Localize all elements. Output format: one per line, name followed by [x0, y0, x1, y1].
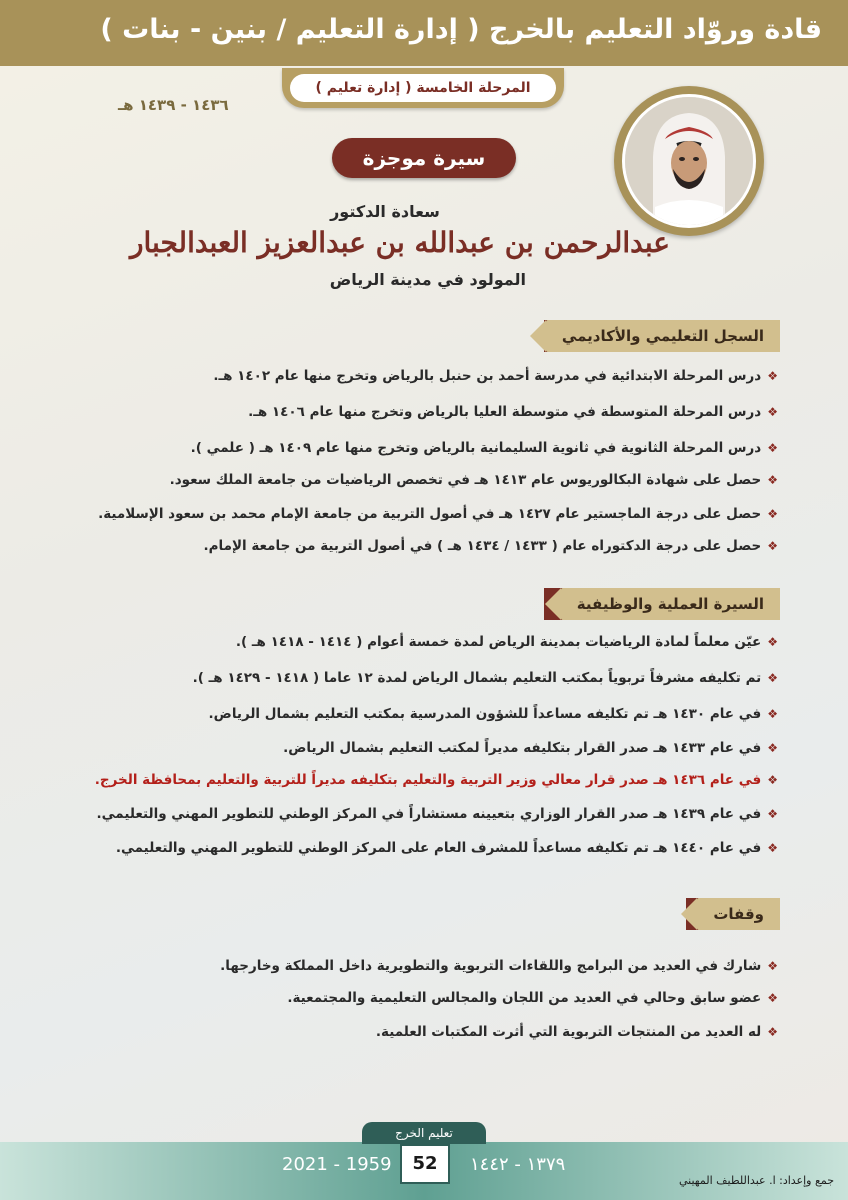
portrait-frame: [614, 86, 764, 236]
section-career-header: [544, 588, 780, 620]
gregorian-years: 2021 - 1959: [282, 1154, 392, 1175]
diamond-bullet-icon: ❖: [767, 473, 778, 487]
diamond-bullet-icon: ❖: [767, 539, 778, 553]
list-item: ❖تم تكليفه مشرفاً تربوياً بمكتب التعليم بشمال الرياض لمدة ١٢ عاما ( ١٤١٨ - ١٤٢٩ هـ ).: [192, 670, 778, 686]
credit-line: جمع وإعداد: ا. عبداللطيف المهيني: [679, 1174, 834, 1187]
list-item: ❖في عام ١٤٤٠ هـ تم تكليفه مساعداً للمشرف العام على المركز الوطني للتطوير المهني والتعليمي.: [115, 840, 778, 856]
list-item: ❖درس المرحلة الابتدائية في مدرسة أحمد بن حنبل بالرياض وتخرج منها عام ١٤٠٢ هـ.: [213, 368, 778, 384]
list-item-highlight: ❖في عام ١٤٣٦ هـ صدر قرار معالي وزير التربية والتعليم بتكليفه مديراً للتربية والتعليم بمحافظة الخرج.: [94, 772, 778, 788]
diamond-bullet-icon: ❖: [767, 671, 778, 685]
diamond-bullet-icon: ❖: [767, 405, 778, 419]
list-item: ❖في عام ١٤٣٩ هـ صدر القرار الوزاري بتعيينه مستشاراً في المركز الوطني للتطوير المهني والتعليمي.: [96, 806, 778, 822]
diamond-bullet-icon: ❖: [767, 841, 778, 855]
person-portrait-icon: [625, 97, 753, 225]
diamond-bullet-icon: ❖: [767, 441, 778, 455]
section-academic-header: [544, 320, 780, 352]
page-number: 52: [400, 1144, 450, 1184]
list-item: ❖عضو سابق وحالي في العديد من اللجان والمجالس التعليمية والمجتمعية.: [287, 990, 778, 1006]
diamond-bullet-icon: ❖: [767, 369, 778, 383]
section-academic-title: السجل التعليمي والأكاديمي: [546, 320, 780, 352]
term-years: ١٤٣٦ - ١٤٣٩ هـ: [118, 96, 229, 114]
header-bar: [0, 0, 848, 66]
diamond-bullet-icon: ❖: [767, 741, 778, 755]
hijri-years: ١٣٧٩ - ١٤٤٢: [470, 1154, 566, 1175]
list-item: ❖له العديد من المنتجات التربوية التي أثرت المكتبات العلمية.: [375, 1024, 778, 1040]
person-name: عبدالرحمن بن عبدالله بن عبدالعزيز العبدالجبار: [129, 226, 671, 259]
diamond-bullet-icon: ❖: [767, 959, 778, 973]
list-item: ❖درس المرحلة الثانوية في ثانوية السليمانية بالرياض وتخرج منها عام ١٤٠٩ هـ ( علمي ).: [190, 440, 778, 456]
stage-pill: [282, 68, 564, 108]
list-item: ❖درس المرحلة المتوسطة في متوسطة العليا بالرياض وتخرج منها عام ١٤٠٦ هـ.: [248, 404, 778, 420]
bio-badge: سيرة موجزة: [332, 138, 516, 178]
list-item: ❖حصل على درجة الدكتوراه عام ( ١٤٣٣ / ١٤٣٤ هـ ) في أصول التربية من جامعة الإمام.: [203, 538, 778, 554]
diamond-bullet-icon: ❖: [767, 635, 778, 649]
portrait-photo: [622, 94, 756, 228]
diamond-bullet-icon: ❖: [767, 707, 778, 721]
list-item: ❖حصل على شهادة البكالوريوس عام ١٤١٣ هـ في تخصص الرياضيات من جامعة الملك سعود.: [169, 472, 778, 488]
list-item: ❖شارك في العديد من البرامج واللقاءات التربوية والتطويرية داخل المملكة وخارجها.: [220, 958, 778, 974]
header-title: قادة وروّاد التعليم بالخرج ( إدارة التعليم / بنين - بنات ): [100, 14, 822, 45]
diamond-bullet-icon: ❖: [767, 807, 778, 821]
list-item: ❖في عام ١٤٣٠ هـ تم تكليفه مساعداً للشؤون المدرسية بمكتب التعليم بشمال الرياض.: [208, 706, 778, 722]
list-item: ❖عيّن معلماً لمادة الرياضيات بمدينة الرياض لمدة خمسة أعوام ( ١٤١٤ - ١٤١٨ هـ ).: [235, 634, 778, 650]
section-notes-header: [686, 898, 780, 930]
stage-label: المرحلة الخامسة ( إدارة تعليم ): [290, 74, 556, 102]
birthplace: المولود في مدينة الرياض: [329, 270, 526, 289]
list-item: ❖في عام ١٤٣٣ هـ صدر القرار بتكليفه مديراً لمكتب التعليم بشمال الرياض.: [283, 740, 778, 756]
section-career-title: السيرة العملية والوظيفية: [561, 588, 780, 620]
diamond-bullet-icon: ❖: [767, 991, 778, 1005]
diamond-bullet-icon: ❖: [767, 1025, 778, 1039]
footer-tag: تعليم الخرج: [362, 1122, 486, 1144]
diamond-bullet-icon: ❖: [767, 773, 778, 787]
section-notes-title: وقفات: [697, 898, 780, 930]
list-item: ❖حصل على درجة الماجستير عام ١٤٢٧ هـ في أصول التربية من جامعة الإمام محمد بن سعود الإسلامية.: [98, 506, 778, 522]
diamond-bullet-icon: ❖: [767, 507, 778, 521]
honorific: سعادة الدكتور: [330, 202, 440, 221]
